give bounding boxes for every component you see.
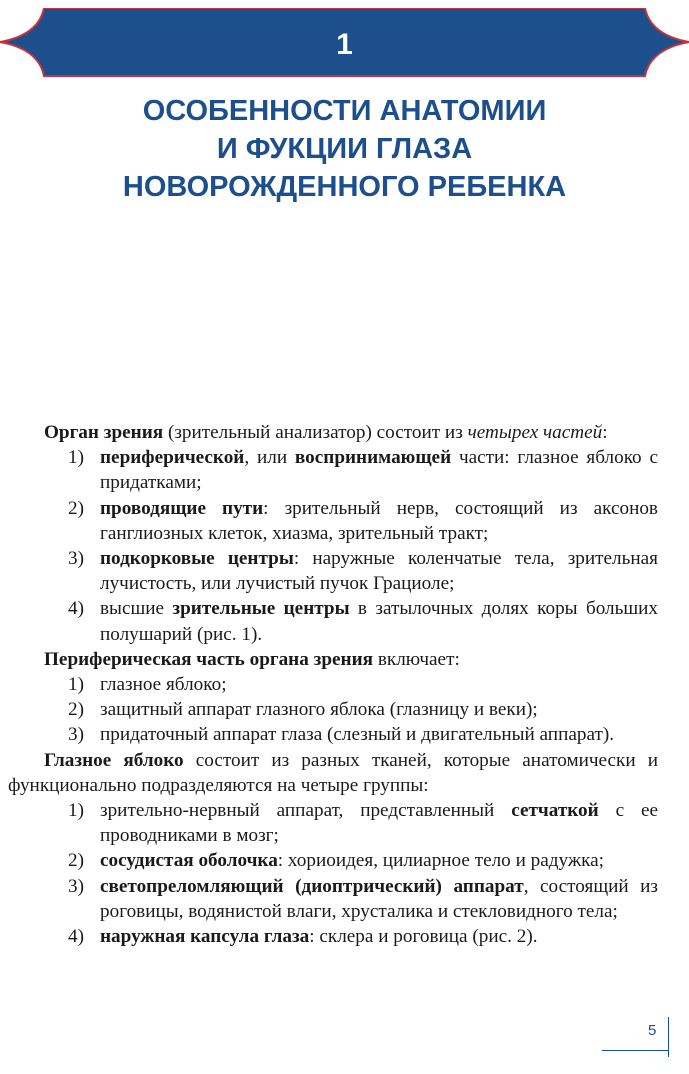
list-item: 1) глазное яблоко; [68,674,227,696]
list-item: 1) периферической, или воспринимающей части: глазное яблоко с придатками; [68,447,658,494]
chapter-number: 1 [336,28,353,61]
emphasis: четырех частей [467,422,603,443]
list-item: 3) придаточный аппарат глаза (слезный и двигательный аппарат). [68,724,615,746]
list-item: 2) сосудистая оболочка: хориоидея, цилиарное тело и радужка; [68,850,604,872]
paragraph-organ-zreniya: Орган зрения (зрительный анализатор) состоит из четырех частей: [44,422,608,443]
footer-divider [602,1050,668,1051]
title-line: ОСОБЕННОСТИ АНАТОМИИ [142,95,547,127]
paragraph-eyeball: Глазное яблоко состоит из разных тканей, которые анатомически и функционально подразделяются на четыре группы: [8,749,658,796]
list-item: 1) зрительно-нервный аппарат, представленный сетчаткой с ее проводниками в мозг; [68,800,658,847]
term: Орган зрения [44,422,164,443]
list-item: 4) высшие зрительные центры в затылочных долях коры больших полушарий (рис. 1). [68,598,659,645]
title-line: НОВОРОЖДЕННОГО РЕБЕНКА [122,171,567,203]
term: Глазное яблоко [44,749,184,771]
paragraph-peripheral: Периферическая часть органа зрения включает: [44,648,460,670]
term: Периферическая часть органа зрения [44,648,374,670]
footer-divider-vertical [668,1017,669,1057]
list-item: 2) проводящие пути: зрительный нерв, состоящий из аксонов ганглиозных клеток, хиазма, зрительный тракт; [68,497,658,544]
page-number: 5 [648,1022,657,1039]
list-item: 3) светопреломляющий (диоптрический) аппарат, состоящий из роговицы, водянистой влаги, хрусталика и стекловидного тела; [68,875,658,922]
title-line: И ФУКЦИИ ГЛАЗА [216,133,473,165]
list-item: 2) защитный аппарат глазного яблока (глазницу и веки); [68,699,538,721]
chapter-title [0,92,689,206]
body-text [8,420,658,949]
list-item: 4) наружная капсула глаза: склера и роговица (рис. 2). [68,926,538,948]
chapter-banner [0,8,689,82]
list-item: 3) подкорковые центры: наружные коленчатые тела, зрительная лучистость, или лучистый пучок Грациоле; [68,548,658,595]
